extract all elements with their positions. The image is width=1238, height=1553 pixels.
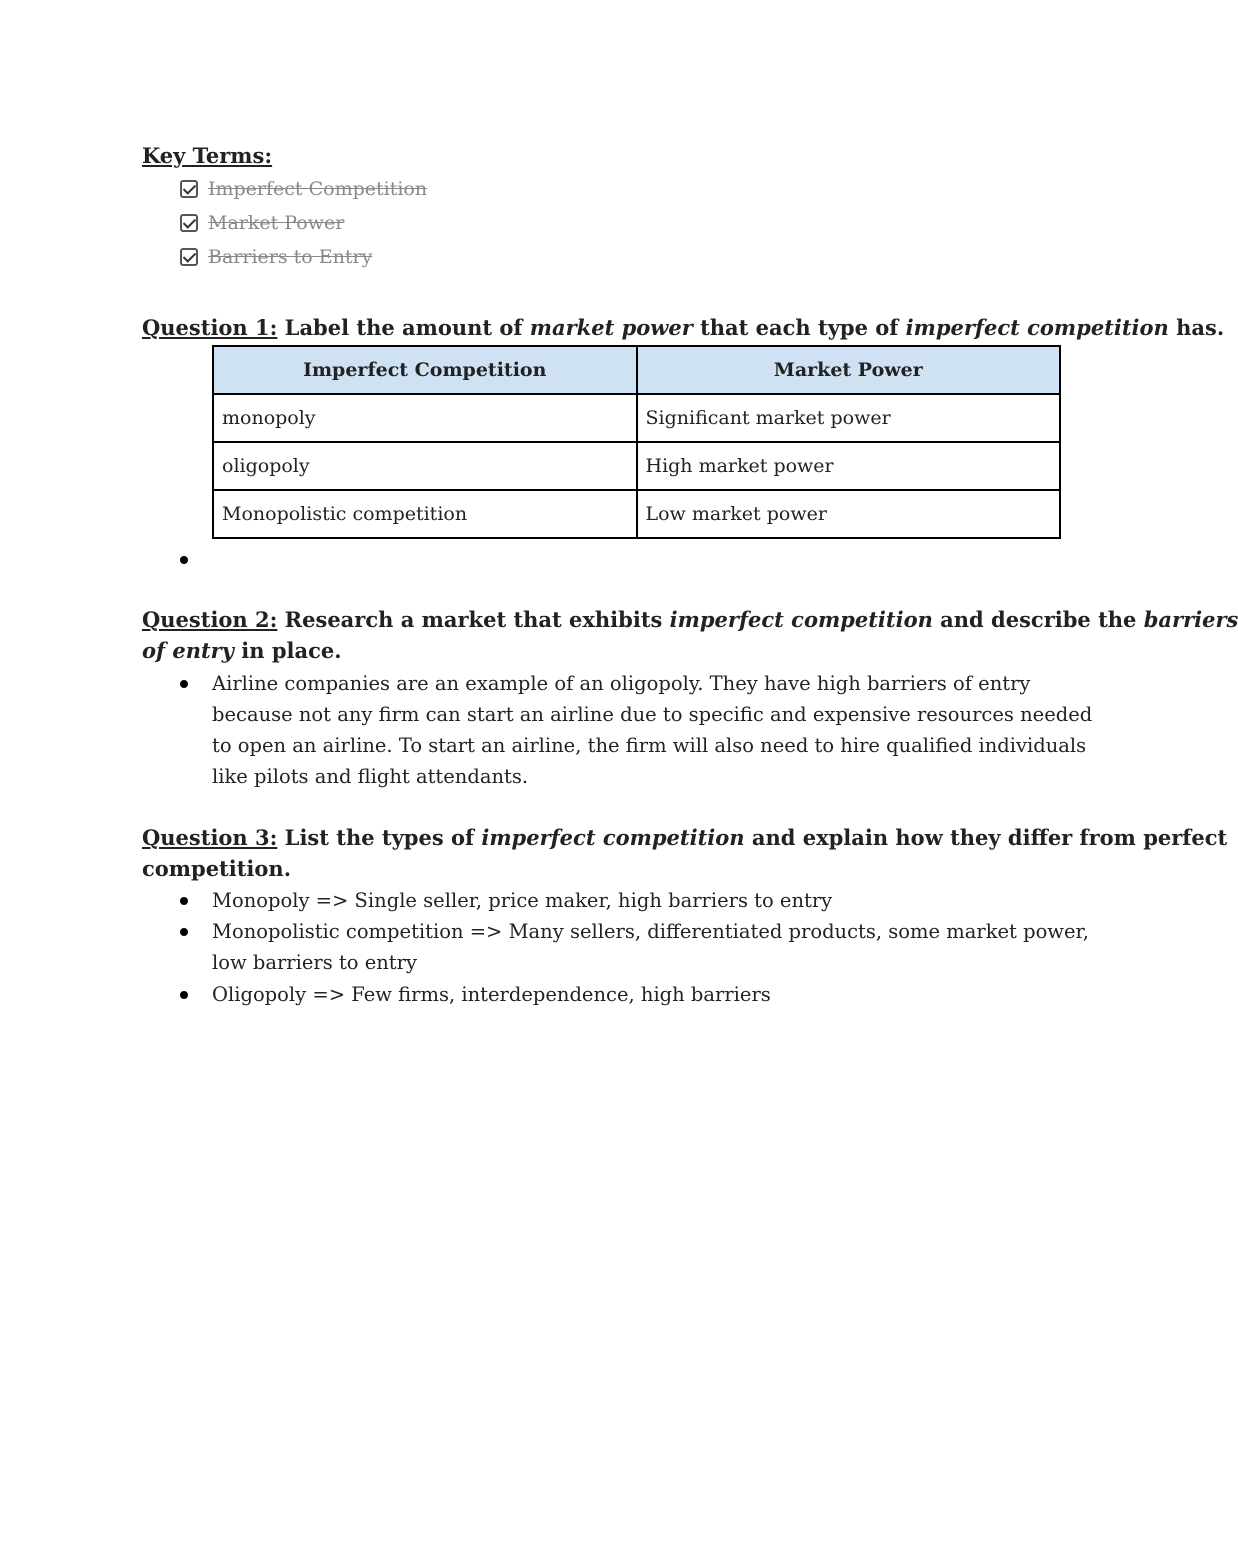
question-3-label: Question 3: bbox=[142, 825, 278, 850]
question-3-text: List the types of bbox=[277, 825, 482, 850]
table-cell: Significant market power bbox=[637, 394, 1061, 442]
empty-bullet-icon bbox=[180, 556, 188, 564]
table-cell: Low market power bbox=[637, 490, 1061, 538]
key-term-item[interactable] bbox=[180, 176, 427, 202]
table-header-cell: Imperfect Competition bbox=[213, 346, 637, 394]
key-term-item[interactable] bbox=[180, 244, 372, 270]
table-cell: Monopolistic competition bbox=[213, 490, 637, 538]
bullet-icon bbox=[180, 928, 188, 936]
question-3-heading-line-2: competition. bbox=[142, 856, 291, 881]
answer-line: because not any firm can start an airline due to specific and expensive resources needed bbox=[212, 703, 1093, 726]
question-2-text: Research a market that exhibits bbox=[277, 607, 670, 632]
question-1-emphasis: market power bbox=[529, 315, 693, 340]
table-cell: oligopoly bbox=[213, 442, 637, 490]
bullet-icon bbox=[180, 680, 188, 688]
table-row bbox=[213, 394, 1060, 442]
answer-line: to open an airline. To start an airline, the firm will also need to hire qualified individuals bbox=[212, 734, 1087, 757]
checked-checkbox-icon[interactable] bbox=[180, 214, 198, 232]
question-2-heading bbox=[142, 607, 1238, 632]
question-2-text: in place. bbox=[233, 638, 342, 663]
question-2-label: Question 2: bbox=[142, 607, 278, 632]
question-1-text: has. bbox=[1168, 315, 1225, 340]
key-term-item[interactable] bbox=[180, 210, 344, 236]
list-item-continuation: low barriers to entry bbox=[212, 951, 417, 974]
table-header-cell: Market Power bbox=[637, 346, 1061, 394]
question-3-emphasis: imperfect competition bbox=[481, 825, 745, 850]
checked-checkbox-icon[interactable] bbox=[180, 180, 198, 198]
table-cell: monopoly bbox=[213, 394, 637, 442]
key-terms-title: Key Terms: bbox=[142, 143, 273, 168]
question-1-text: Label the amount of bbox=[277, 315, 530, 340]
checked-checkbox-icon[interactable] bbox=[180, 248, 198, 266]
question-1-emphasis: imperfect competition bbox=[905, 315, 1169, 340]
bullet-icon bbox=[180, 991, 188, 999]
question-1-text: that each type of bbox=[692, 315, 906, 340]
bullet-icon bbox=[180, 897, 188, 905]
answer-line: Airline companies are an example of an oligopoly. They have high barriers of entry bbox=[212, 672, 1031, 695]
question-2-emphasis: of entry bbox=[142, 638, 234, 663]
question-2-text: and describe the bbox=[932, 607, 1144, 632]
key-term-label: Market Power bbox=[208, 212, 345, 234]
question-1-label: Question 1: bbox=[142, 315, 278, 340]
table-row bbox=[213, 490, 1060, 538]
list-item: Monopolistic competition => Many sellers, differentiated products, some market power, bbox=[212, 920, 1089, 943]
question-2-heading-line-2 bbox=[142, 638, 342, 663]
table-row bbox=[213, 442, 1060, 490]
question-2-emphasis: imperfect competition bbox=[669, 607, 933, 632]
answer-line: like pilots and flight attendants. bbox=[212, 765, 529, 788]
table-cell: High market power bbox=[637, 442, 1061, 490]
list-item: Oligopoly => Few firms, interdependence, high barriers bbox=[212, 983, 771, 1006]
question-3-heading bbox=[142, 825, 1227, 850]
market-power-table bbox=[212, 345, 1061, 539]
question-2-emphasis: barriers bbox=[1143, 607, 1238, 632]
list-item: Monopoly => Single seller, price maker, high barriers to entry bbox=[212, 889, 833, 912]
key-term-label: Barriers to Entry bbox=[208, 246, 373, 268]
question-1-heading bbox=[142, 315, 1224, 340]
question-2-answer bbox=[212, 668, 1092, 792]
question-3-text: and explain how they differ from perfect bbox=[744, 825, 1228, 850]
table-header-row bbox=[213, 346, 1060, 394]
key-term-label: Imperfect Competition bbox=[208, 178, 428, 200]
